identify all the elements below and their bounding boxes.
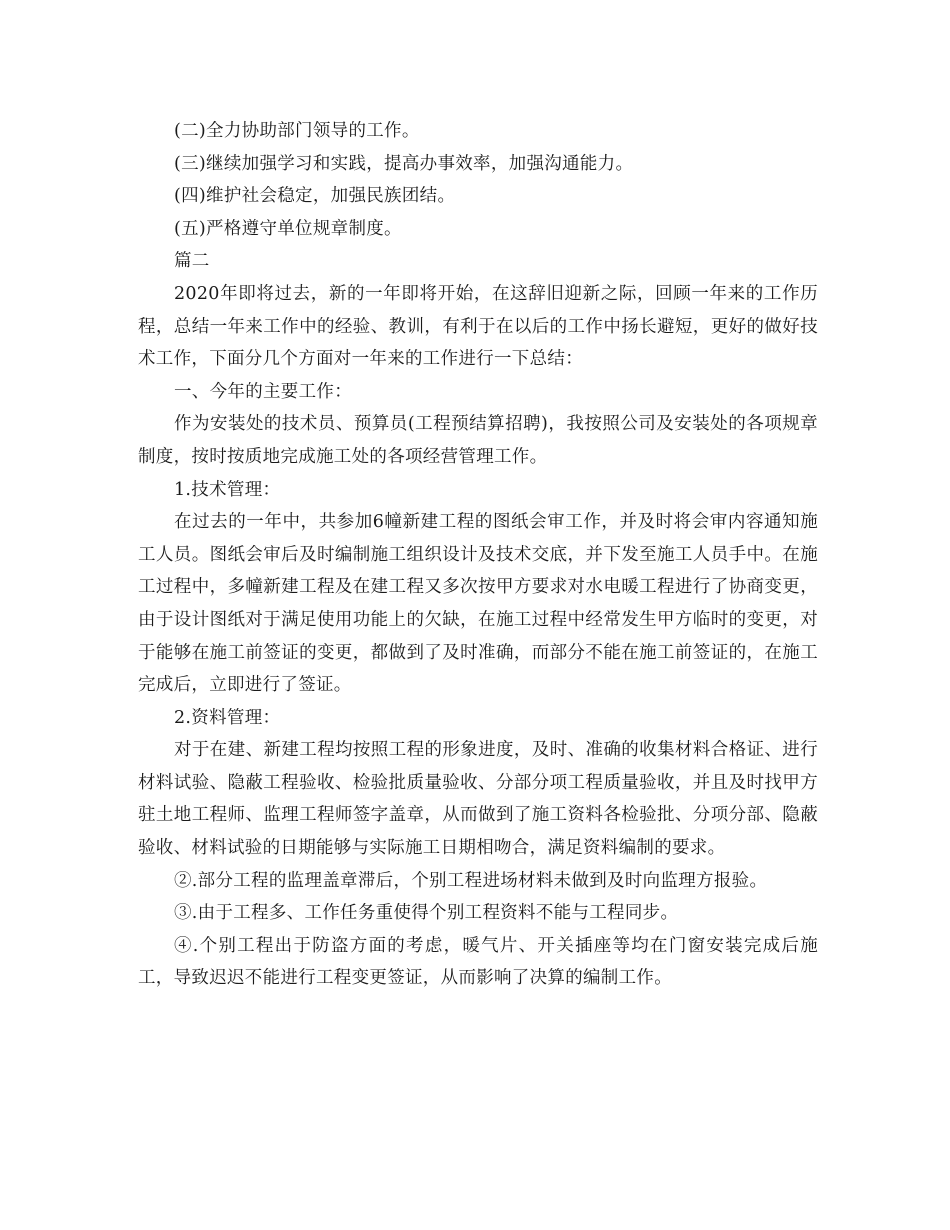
intro-paragraph: 2020年即将过去，新的一年即将开始，在这辞旧迎新之际，回顾一年来的工作历程，总结一年来工作中的经验、教训，有利于在以后的工作中扬长避短，更好的做好技术工作，下面分几个方面对一年来的工作进行一下总结： — [138, 283, 818, 370]
paragraph-item-5: (五)严格遵守单位规章制度。 — [174, 218, 402, 239]
subheading-technical-management: 1.技术管理： — [174, 479, 281, 500]
technical-management-paragraph: 在过去的一年中，共参加6幢新建工程的图纸会审工作，并及时将会审内容通知施工人员。图纸会审后及时编制施工组织设计及技术交底，并下发至施工人员手中。在施工过程中，多幢新建工程及在建工程又多次按甲方要求对水电暖工程进行了协商变更，由于设计图纸对于满足使用功能上的欠缺，在施工过程中经常发生甲方临时的变更，对于能够在施工前签证的变更，都做到了及时准确，而部分不能在施工前签证的，在施工完成后，立即进行了签证。 — [138, 512, 818, 696]
paragraph-item-3: (三)继续加强学习和实践，提高办事效率，加强沟通能力。 — [174, 153, 634, 174]
issue-item-3: ③.由于工程多、工作任务重使得个别工程资料不能与工程同步。 — [174, 903, 679, 924]
section-heading-pian-er: 篇二 — [174, 251, 210, 272]
document-management-paragraph: 对于在建、新建工程均按照工程的形象进度，及时、准确的收集材料合格证、进行材料试验、隐蔽工程验收、检验批质量验收、分部分项工程质量验收，并且及时找甲方驻土地工程师、监理工程师签字盖章，从而做到了施工资料各检验批、分项分部、隐蔽验收、材料试验的日期能够与实际施工日期相吻合，满足资料编制的要求。 — [138, 740, 818, 859]
paragraph-item-2: (二)全力协助部门领导的工作。 — [174, 121, 420, 141]
paragraph-item-4: (四)维护社会稳定，加强民族团结。 — [174, 186, 456, 207]
section-heading-main-work: 一、今年的主要工作： — [174, 381, 352, 402]
subheading-document-management: 2.资料管理： — [174, 707, 281, 728]
issue-item-4: ④.个别工程出于防盗方面的考虑，暖气片、开关插座等均在门窗安装完成后施工，导致迟迟不能进行工程变更签证，从而影响了决算的编制工作。 — [138, 935, 818, 989]
role-paragraph: 作为安装处的技术员、预算员(工程预结算招聘)，我按照公司及安装处的各项规章制度，按时按质地完成施工处的各项经营管理工作。 — [138, 414, 818, 467]
document-body — [138, 115, 818, 995]
issue-item-2: ②.部分工程的监理盖章滞后，个别工程进场材料未做到及时向监理方报验。 — [174, 870, 768, 891]
